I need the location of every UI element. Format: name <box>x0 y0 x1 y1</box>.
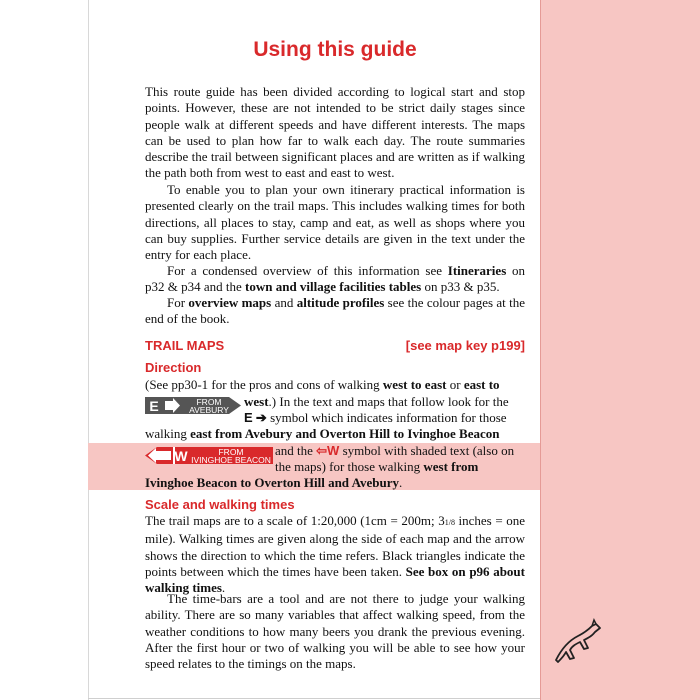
east-arrow-symbol-icon: ➔ <box>255 410 267 425</box>
east-badge-from: FROM <box>196 396 222 407</box>
scale-heading: Scale and walking times <box>145 497 295 512</box>
west-badge-letter: W <box>174 447 188 464</box>
west-from-ivinghoe-badge <box>145 447 273 464</box>
east-badge-letter: E <box>145 397 163 414</box>
intro-paragraph-4: For overview maps and altitude profiles see the colour pages at the end of the book. <box>145 295 526 327</box>
direction-heading: Direction <box>145 360 202 375</box>
direction-line-4: walking east from Avebury and Overton Hill to Ivinghoe Beacon <box>145 426 500 441</box>
west-arrow-symbol-icon: ⇦W <box>316 443 340 458</box>
map-key-reference: [see map key p199] <box>405 338 525 353</box>
trail-maps-heading: TRAIL MAPS <box>145 338 225 353</box>
east-badge-place: AVEBURY <box>189 404 229 415</box>
intro-paragraph-1: This route guide has been divided according to logical start and stop points. However, these are not intended to be strict daily stages since people walk at different speeds and have different interests. The maps can be used to plan how far to walk each day. The route summaries describe the trail between significant places and are written as if walking the path both from west to east and east to west. <box>145 84 525 181</box>
east-symbol: E <box>244 410 253 425</box>
direction-line-6: the maps) for those walking west from <box>275 459 479 474</box>
side-color-band <box>540 0 700 700</box>
direction-line-7: Ivinghoe Beacon to Overton Hill and Avebury. <box>145 475 403 490</box>
direction-line-5: and the ⇦W symbol with shaded text (also on <box>275 443 515 458</box>
direction-line-1: (See pp30-1 for the pros and cons of walking west to east or east to <box>145 377 500 392</box>
west-badge-place: IVINGHOE BEACON <box>191 454 271 465</box>
west-badge-from: FROM <box>218 446 244 457</box>
intro-paragraph-3: For a condensed overview of this information see Itineraries on p32 & p34 and the town and village facilities tables on p33 & p35. <box>145 263 526 295</box>
scale-paragraph-1: The trail maps are to a scale of 1:20,000 (1cm = 200m; 31/8 inches = one mile). Walking times are given along the side of each map and the arrow shows the direction to which the time refers. Black triangles indicate the points between which the times have been taken. See box on p96 about walking times. <box>145 513 525 596</box>
page-bottom-edge <box>88 698 540 699</box>
white-horse-logo-icon <box>548 618 604 666</box>
intro-paragraph-2: To enable you to plan your own itinerary practical information is presented clearly on the trail maps. This includes walking times for both directions, all places to stay, camp and eat, as well as shops where you can buy supplies. Further service details are given in the text under the entry for each place. <box>145 182 525 263</box>
scale-paragraph-2: The time-bars are a tool and are not there to judge your walking ability. There are so many variables that affect walking speed, from the weather conditions to how many beers you drank the previous evening. After the first hour or two of walking you will be able to see how your speed relates to the timings on the maps. <box>145 591 525 672</box>
east-from-avebury-badge <box>145 397 241 414</box>
page-edge <box>88 0 89 700</box>
direction-line-2: west.) In the text and maps that follow look for the <box>244 394 509 409</box>
page-title: Using this guide <box>253 38 417 61</box>
direction-line-3: E ➔ symbol which indicates information for those <box>244 410 507 425</box>
